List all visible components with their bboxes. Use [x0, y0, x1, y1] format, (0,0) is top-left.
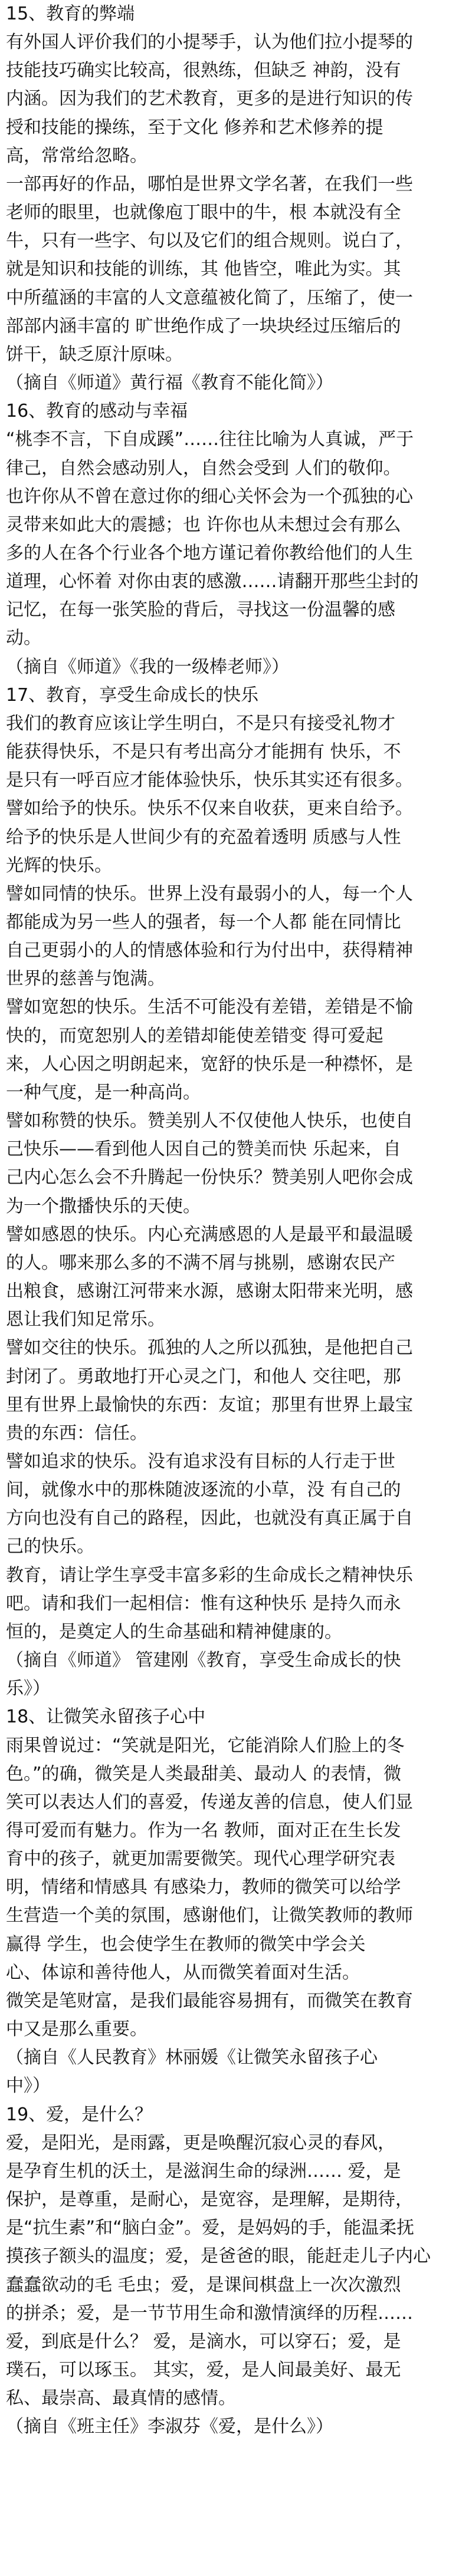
text-line: 譬如感恩的快乐。内心充满感恩的人是最平和最温暖 [6, 1224, 413, 1245]
text-line: 恒的，是奠定人的生命基础和精神健康的。 [6, 1621, 342, 1642]
text-line: 中又是那么重要。 [6, 2019, 148, 2040]
text-line: （摘自《班主任》李淑芬《爱，是什么》） [6, 2416, 333, 2437]
text-line: 封闭了。勇敢地打开心灵之门，和他人 交往吧，那 [6, 1366, 401, 1387]
text-line: 记忆，在每一张笑脸的背后，寻找这一份温馨的感 [6, 599, 395, 621]
text-line: 己内心怎么会不升腾起一份快乐？赞美别人吧你会成 [6, 1167, 413, 1188]
text-line: 贵的东西：信任。 [6, 1422, 148, 1444]
text-line: 动。 [6, 628, 41, 649]
text-line: 部部内涵丰富的 旷世绝作成了一块块经过压缩后的 [6, 315, 401, 337]
text-line: 譬如宽恕的快乐。生活不可能没有差错，差错是不愉 [6, 997, 413, 1018]
text-line: 得可爱而有魅力。作为一名 教师，面对正在生长发 [6, 1820, 401, 1841]
text-line: 道理，心怀着 对你由衷的感激……请翻开那些尘封的 [6, 571, 419, 592]
text-line: 19、爱，是什么？ [6, 2104, 153, 2125]
text-line: （摘自《师道》 管建刚《教育，享受生命成长的快 [6, 1650, 401, 1671]
text-line: 是孕育生机的沃土，是滋润生命的绿洲…… 爱，是 [6, 2160, 401, 2182]
text-line: 摸孩子额头的温度；爱，是爸爸的眼，能赶走儿子内心 [6, 2246, 431, 2267]
text-line: 中》） [6, 2076, 50, 2097]
text-line: 己的快乐。 [6, 1536, 94, 1557]
text-line: 快的，而宽恕别人的差错却能使差错变 得可爱起 [6, 1025, 384, 1046]
text-line: （摘自《人民教育》林丽媛《让微笑永留孩子心 [6, 2047, 378, 2068]
text-line: 18、让微笑永留孩子心中 [6, 1707, 206, 1728]
text-line: “桃李不言，下自成蹊”……往往比喻为人真诚，严于 [6, 429, 414, 450]
text-line: 出粮食，感谢江河带来水源，感谢太阳带来光明，感 [6, 1281, 413, 1302]
text-line: 灵带来如此大的震撼；也 许你也从未想过会有那么 [6, 514, 401, 535]
text-line: 牛，只有一些字、句以及它们的组合规则。说白了， [6, 230, 413, 252]
text-line: 光辉的快乐。 [6, 855, 112, 876]
text-line: 雨果曾说过：“笑就是阳光，它能消除人们脸上的冬 [6, 1735, 405, 1756]
text-line: 为一个撒播快乐的天使。 [6, 1195, 201, 1217]
text-line: 蠢蠢欲动的毛 毛虫；爱，是课间棋盘上一次次激烈 [6, 2274, 401, 2295]
text-line: 一种气度，是一种高尚。 [6, 1082, 201, 1103]
text-line: 譬如交往的快乐。孤独的人之所以孤独，是他把自己 [6, 1338, 413, 1359]
text-line: 授和技能的操练，至于文化 修养和艺术修养的提 [6, 117, 384, 138]
text-line: 15、教育的弊端 [6, 4, 135, 24]
text-line: 17、教育，享受生命成长的快乐 [6, 684, 259, 706]
text-line: （摘自《师道》黄行福《教育不能化简》） [6, 373, 333, 394]
text-line: 一部再好的作品，哪怕是世界文学名著，在我们一些 [6, 173, 413, 195]
text-line: 私、最崇高、最真情的感情。 [6, 2388, 236, 2409]
text-line: 来，人心因之明朗起来，宽舒的快乐是一种襟怀，是 [6, 1053, 413, 1075]
text-line: 都能成为另一些人的强者，每一个人都 能在同情比 [6, 912, 401, 933]
text-line: 律己，自然会感动别人，自然会受到 人们的敬仰。 [6, 457, 401, 479]
text-line: 老师的眼里，也就像庖丁眼中的牛，根 本就没有全 [6, 202, 401, 223]
text-line: 爱，是阳光，是雨露，更是唤醒沉寂心灵的春风， [6, 2132, 395, 2153]
text-line: 有外国人评价我们的小提琴手，认为他们拉小提琴的 [6, 32, 413, 53]
text-line: 色。”的确，微笑是人类最甜美、最动人 的表情，微 [6, 1763, 402, 1784]
text-line: 我们的教育应该让学生明白，不是只有接受礼物才 [6, 713, 395, 734]
text-line: 高，常常给忽略。 [6, 145, 148, 166]
text-line: 恩让我们知足常乐。 [6, 1309, 165, 1330]
text-line: 己快乐——看到他人因自己的赞美而快 乐起来，自 [6, 1139, 401, 1160]
text-line: 生营造一个美的氛围，感谢他们，让微笑教师的教师 [6, 1905, 413, 1926]
text-line: 间，就像水中的那株随波逐流的小草，没 有自己的 [6, 1480, 401, 1501]
text-line: 世界的慈善与饱满。 [6, 969, 165, 990]
text-line: 能获得快乐，不是只有考出高分才能拥有 快乐，不 [6, 742, 401, 763]
text-line: 微笑是笔财富，是我们最能容易拥有，而微笑在教育 [6, 1990, 413, 2011]
text-line: 中所蕴涵的丰富的人文意蕴被化简了，压缩了，使一 [6, 287, 413, 308]
text-line: 赢得 学生，也会使学生在教师的微笑中学会关 [6, 1933, 366, 1955]
text-line: 璞石，可以琢玉。 其实，爱，是人间最美好、最无 [6, 2359, 401, 2380]
text-line: 教育，请让学生享受丰富多彩的生命成长之精神快乐 [6, 1564, 413, 1586]
article-text [6, 0, 458, 2441]
text-line: 方向也没有自己的路程，因此，也就没有真正属于自 [6, 1508, 413, 1529]
text-line: 譬如同情的快乐。世界上没有最弱小的人，每一个人 [6, 883, 413, 904]
text-line: 育中的孩子，就更加需要微笑。现代心理学研究表 [6, 1849, 395, 1870]
text-line: 技能技巧确实比较高，很熟练，但缺乏 神韵，没有 [6, 60, 401, 81]
text-line: 饼干，缺乏原汁原味。 [6, 344, 183, 365]
text-line: 是“抗生素”和“脑白金”。爱，是妈妈的手，能温柔抚 [6, 2218, 415, 2239]
text-line: 譬如追求的快乐。没有追求没有目标的人行走于世 [6, 1451, 395, 1472]
text-line: 内涵。因为我们的艺术教育，更多的是进行知识的传 [6, 88, 413, 110]
text-line: 就是知识和技能的训练，其 他皆空，唯此为实。其 [6, 259, 401, 280]
text-line: （摘自《师道》《我的一级棒老师》） [6, 656, 289, 677]
text-line: 譬如称赞的快乐。赞美别人不仅使他人快乐，也使自 [6, 1111, 413, 1132]
text-line: 里有世界上最愉快的东西：友谊；那里有世界上最宝 [6, 1394, 413, 1415]
text-line: 的人。哪来那么多的不满不屑与挑剔，感谢农民产 [6, 1252, 395, 1273]
text-line: 笑可以表达人们的喜爱，传递友善的信息，使人们显 [6, 1791, 413, 1813]
text-line: 保护，是尊重，是耐心，是宽容，是理解，是期待， [6, 2189, 413, 2211]
text-line: 乐》） [6, 1678, 50, 1699]
text-line: 的拼杀；爱，是一节节用生命和激情演绎的历程…… [6, 2302, 413, 2324]
text-line: 多的人在各个行业各个地方谨记着你教给他们的人生 [6, 542, 413, 564]
text-line: 譬如给予的快乐。快乐不仅来自收获，更来自给予。 [6, 798, 413, 819]
text-line: 自己更弱小的人的情感体验和行为付出中，获得精神 [6, 940, 413, 961]
text-line: 明，情绪和情感具 有感染力，教师的微笑可以给学 [6, 1877, 401, 1898]
text-line: 吧。请和我们一起相信：惟有这种快乐 是持久而永 [6, 1593, 401, 1614]
text-line: 是只有一呼百应才能体验快乐，快乐其实还有很多。 [6, 770, 413, 791]
text-line: 也许你从不曾在意过你的细心关怀会为一个孤独的心 [6, 486, 413, 507]
text-line: 爱，到底是什么？ 爱，是滴水，可以穿石；爱，是 [6, 2331, 401, 2352]
text-line: 给予的快乐是人世间少有的充盈着透明 质感与人性 [6, 826, 401, 848]
text-line: 16、教育的感动与幸福 [6, 401, 188, 422]
text-line: 心、体谅和善待他人，从而微笑着面对生活。 [6, 1962, 360, 1983]
